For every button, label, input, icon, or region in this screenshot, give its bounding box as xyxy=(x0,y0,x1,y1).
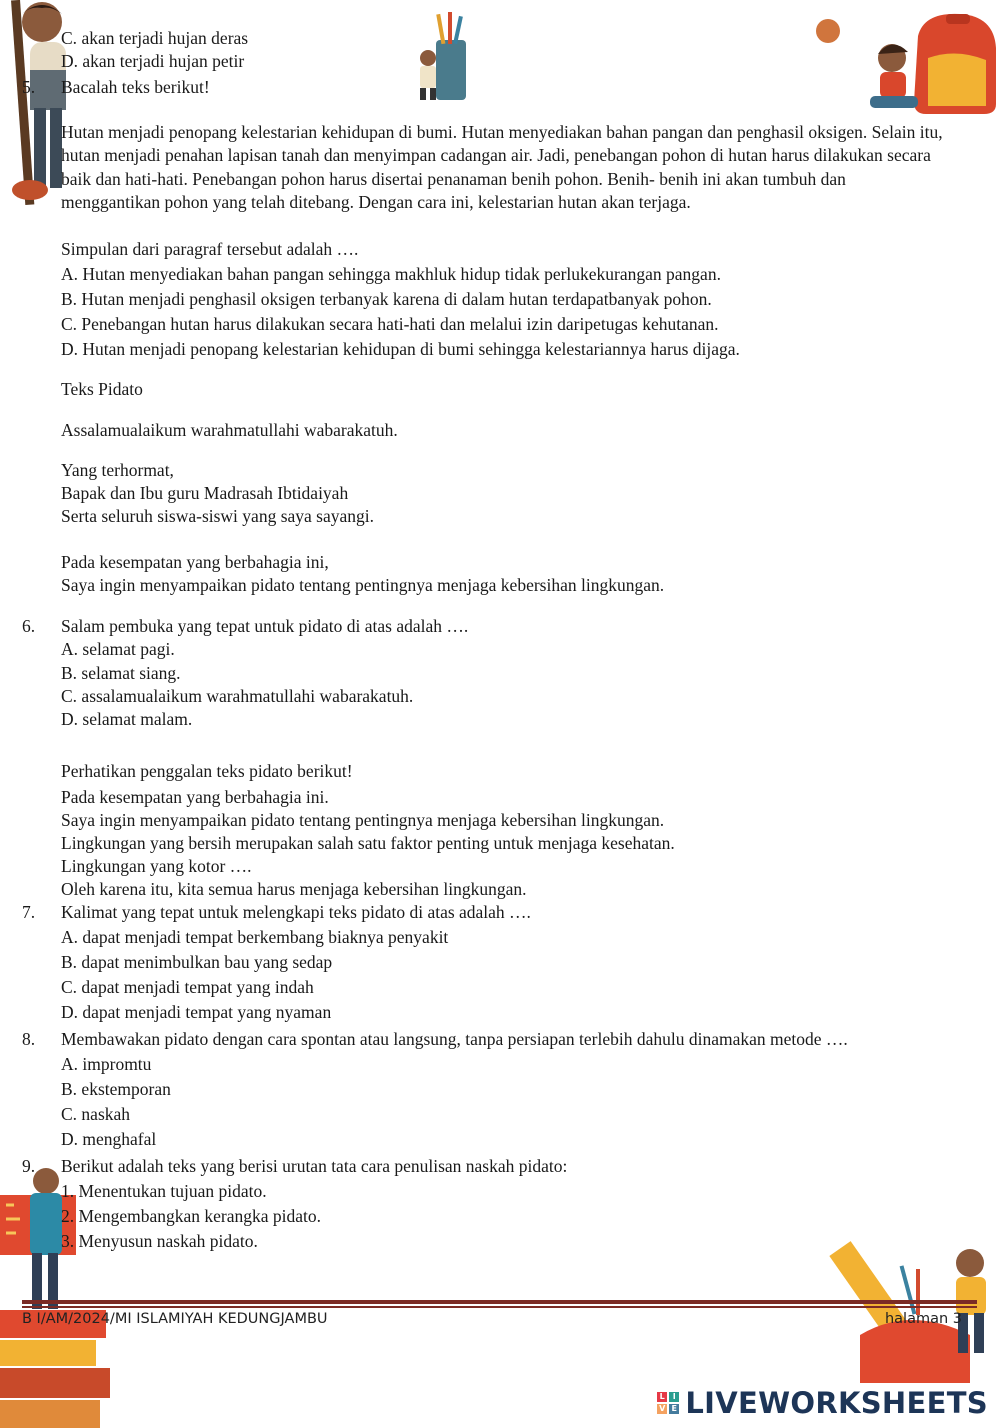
question-9-number: 9. xyxy=(22,1156,36,1176)
question-8-option-d[interactable]: D. menghafal xyxy=(61,1129,157,1149)
question-7-option-b[interactable]: B. dapat menimbulkan bau yang sedap xyxy=(61,952,333,972)
question-5-option-b[interactable]: B. Hutan menjadi penghasil oksigen terbanyak karena di dalam hutan terdapatbanyak pohon. xyxy=(61,289,712,309)
question-8-number: 8. xyxy=(22,1029,36,1049)
girl-backpack-illustration xyxy=(868,8,1000,116)
logo-letter: E xyxy=(669,1404,679,1414)
question-9-step: 3. Menyusun naskah pidato. xyxy=(61,1231,258,1251)
question-7-number: 7. xyxy=(22,902,36,922)
brand-name: LIVEWORKSHEETS xyxy=(685,1386,988,1420)
liveworksheets-brand[interactable] xyxy=(657,1386,988,1420)
question-8-option-a[interactable]: A. impromtu xyxy=(61,1054,152,1074)
question-5-number: 5. xyxy=(22,77,36,97)
footer-page-number: halaman 3 xyxy=(884,1311,962,1327)
boy-ruler-illustration xyxy=(820,1235,1000,1383)
question-6-text: Salam pembuka yang tepat untuk pidato di atas adalah …. xyxy=(61,616,469,636)
orange-dot-decoration xyxy=(815,18,841,44)
question-9-text: Berikut adalah teks yang berisi urutan tata cara penulisan naskah pidato: xyxy=(61,1156,568,1176)
speech-salutation-line: Yang terhormat, xyxy=(61,460,174,480)
option-text: akan terjadi hujan deras xyxy=(81,28,249,48)
question-8-text: Membawakan pidato dengan cara spontan atau langsung, tanpa persiapan terlebih dahulu dinamakan metode …. xyxy=(61,1029,848,1049)
option-label: C. xyxy=(61,28,78,48)
question-8-option-b[interactable]: B. ekstemporan xyxy=(61,1079,171,1099)
footer-divider-thin xyxy=(22,1306,977,1308)
liveworksheets-logo-icon xyxy=(657,1392,679,1414)
footer-divider xyxy=(22,1300,977,1304)
speech-title: Teks Pidato xyxy=(61,379,143,399)
speech-greeting: Assalamualaikum warahmatullahi wabarakatuh. xyxy=(61,420,398,440)
excerpt-instruction: Perhatikan penggalan teks pidato berikut! xyxy=(61,761,353,781)
question-6-option-b[interactable]: B. selamat siang. xyxy=(61,663,181,683)
question-5-text: Simpulan dari paragraf tersebut adalah …. xyxy=(61,239,359,259)
excerpt-line: Lingkungan yang kotor …. xyxy=(61,856,252,876)
question-5-option-c[interactable]: C. Penebangan hutan harus dilakukan secara hati-hati dan melalui izin daripetugas kehutanan. xyxy=(61,314,719,334)
option-text: akan terjadi hujan petir xyxy=(82,51,245,71)
option-label: D. xyxy=(61,51,79,71)
excerpt-line: Saya ingin menyampaikan pidato tentang pentingnya menjaga kebersihan lingkungan. xyxy=(61,810,665,830)
speech-salutation-line: Serta seluruh siswa-siswi yang saya sayangi. xyxy=(61,506,374,526)
excerpt-line: Pada kesempatan yang berbahagia ini. xyxy=(61,787,329,807)
logo-letter: L xyxy=(657,1392,667,1402)
logo-letter: I xyxy=(669,1392,679,1402)
question-7-option-c[interactable]: C. dapat menjadi tempat yang indah xyxy=(61,977,314,997)
question-7-option-d[interactable]: D. dapat menjadi tempat yang nyaman xyxy=(61,1002,332,1022)
question-8-option-c[interactable]: C. naskah xyxy=(61,1104,131,1124)
pencil-cup-illustration xyxy=(408,10,470,102)
speech-opening-line: Saya ingin menyampaikan pidato tentang pentingnya menjaga kebersihan lingkungan. xyxy=(61,575,665,595)
question-5-option-d[interactable]: D. Hutan menjadi penopang kelestarian kehidupan di bumi sehingga kelestariannya harus dijaga. xyxy=(61,339,740,359)
speech-salutation-line: Bapak dan Ibu guru Madrasah Ibtidaiyah xyxy=(61,483,349,503)
logo-letter: V xyxy=(659,1404,666,1413)
question-7-option-a[interactable]: A. dapat menjadi tempat berkembang biaknya penyakit xyxy=(61,927,449,947)
question-6-option-c[interactable]: C. assalamualaikum warahmatullahi wabarakatuh. xyxy=(61,686,414,706)
option-c-prev xyxy=(61,27,248,49)
question-6-number: 6. xyxy=(22,616,36,636)
question-7-text: Kalimat yang tepat untuk melengkapi teks pidato di atas adalah …. xyxy=(61,902,531,922)
excerpt-line: Oleh karena itu, kita semua harus menjaga kebersihan lingkungan. xyxy=(61,879,527,899)
question-9-step: 1. Menentukan tujuan pidato. xyxy=(61,1181,267,1201)
question-5-option-a[interactable]: A. Hutan menyediakan bahan pangan sehingga makhluk hidup tidak perlukekurangan pangan. xyxy=(61,264,721,284)
speech-opening-line: Pada kesempatan yang berbahagia ini, xyxy=(61,552,329,572)
question-5-passage: Hutan menjadi penopang kelestarian kehidupan di bumi. Hutan menyediakan bahan pangan dan penghasil oksigen. Selain itu, hutan menjadi penahan lapisan tanah dan menyimpan cadangan air. Jadi, penebangan pohon di hutan harus dilakukan secara baik dan hati-hati. Penebangan pohon harus disertai penanaman benih pohon. Benih- benih ini akan tumbuh dan menggantikan pohon yang telah ditebang. Dengan cara ini, kelestarian hutan akan terjaga. xyxy=(61,122,943,213)
question-6-option-d[interactable]: D. selamat malam. xyxy=(61,709,193,729)
footer-code: B I/AM/2024/MI ISLAMIYAH KEDUNGJAMBU xyxy=(22,1311,328,1327)
excerpt-line: Lingkungan yang bersih merupakan salah satu faktor penting untuk menjaga kesehatan. xyxy=(61,833,675,853)
question-5-instruction: Bacalah teks berikut! xyxy=(61,77,210,97)
question-9-step: 2. Mengembangkan kerangka pidato. xyxy=(61,1206,321,1226)
question-6-option-a[interactable]: A. selamat pagi. xyxy=(61,639,175,659)
option-d-prev xyxy=(61,50,244,72)
